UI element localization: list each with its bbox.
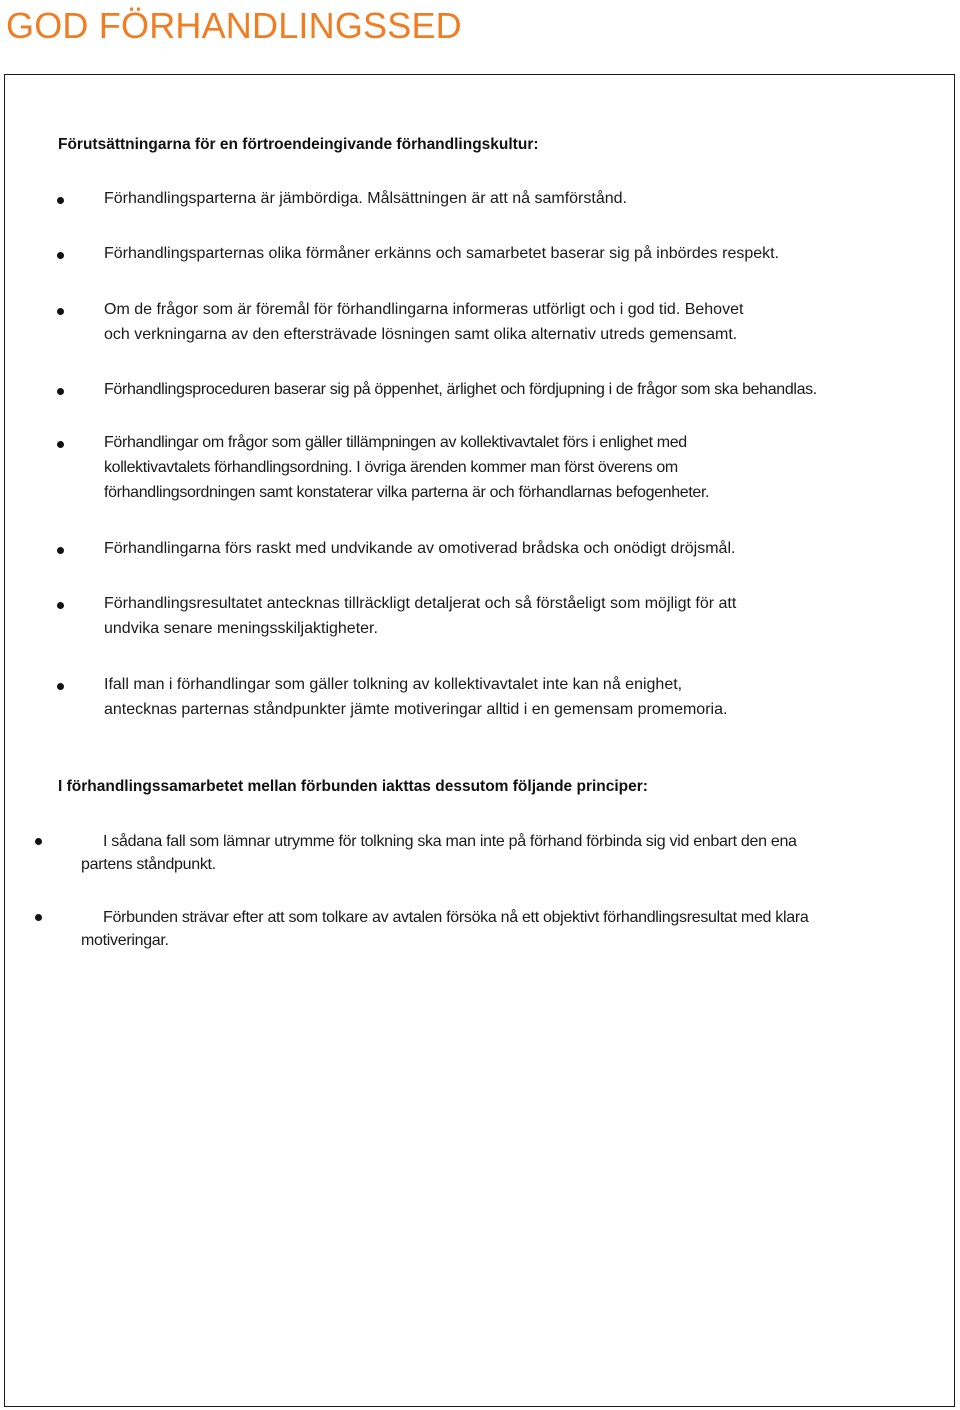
section-1-heading: Förutsättningarna för en förtroendeingivande förhandlingskultur:	[58, 136, 539, 153]
list-item-line: Förhandlingsresultatet antecknas tillräckligt detaljerat och så förståeligt som möjligt för att	[104, 595, 737, 612]
bullet-icon	[35, 914, 42, 921]
list-item-line: förhandlingsordningen samt konstaterar vilka parterna är och förhandlarnas befogenheter.	[104, 484, 710, 501]
list-item	[104, 672, 727, 722]
bullet-icon	[35, 838, 42, 845]
list-item-line: antecknas parternas ståndpunkter jämte motiveringar alltid i en gemensam promemoria.	[104, 701, 728, 718]
list-item-line: motiveringar.	[81, 932, 169, 949]
list-item	[81, 906, 808, 952]
list-item-line: partens ståndpunkt.	[81, 856, 216, 873]
list-item	[104, 536, 735, 561]
list-item-line: Om de frågor som är föremål för förhandlingarna informeras utförligt och i god tid. Behovet	[104, 301, 744, 318]
list-item	[104, 591, 736, 641]
content-frame	[4, 74, 955, 1407]
bullet-icon	[57, 547, 64, 554]
list-item-line: Förhandlingsparternas olika förmåner erkänns och samarbetet baserar sig på inbördes respekt.	[104, 245, 780, 262]
bullet-icon	[57, 197, 64, 204]
list-item-line: undvika senare meningsskiljaktigheter.	[104, 620, 378, 637]
list-item-line: Förhandlingsproceduren baserar sig på öppenhet, ärlighet och fördjupning i de frågor som ska behandlas.	[104, 381, 817, 398]
list-item-line: Förbunden strävar efter att som tolkare av avtalen försöka nå ett objektivt förhandlingsresultat med klara	[103, 909, 809, 926]
list-item-line: Förhandlingarna förs raskt med undvikande av omotiverad brådska och onödigt dröjsmål.	[104, 540, 736, 557]
list-item	[104, 186, 627, 211]
section-2-heading: I förhandlingssamarbetet mellan förbunden iakttas dessutom följande principer:	[58, 778, 648, 795]
list-item	[104, 377, 817, 402]
list-item	[104, 241, 779, 266]
list-item-line: I sådana fall som lämnar utrymme för tolkning ska man inte på förhand förbinda sig vid enbart den ena	[103, 833, 797, 850]
list-item	[104, 297, 743, 347]
list-item-line: och verkningarna av den eftersträvade lösningen samt olika alternativ utreds gemensamt.	[104, 326, 738, 343]
list-item	[81, 830, 797, 876]
bullet-icon	[57, 441, 64, 448]
bullet-icon	[57, 252, 64, 259]
list-item-line: Ifall man i förhandlingar som gäller tolkning av kollektivavtalet inte kan nå enighet,	[104, 676, 683, 693]
list-item-line: Förhandlingsparterna är jämbördiga. Målsättningen är att nå samförstånd.	[104, 190, 627, 207]
list-item	[104, 430, 709, 505]
bullet-icon	[57, 602, 64, 609]
bullet-icon	[57, 388, 64, 395]
bullet-icon	[57, 683, 64, 690]
list-item-line: kollektivavtalets förhandlingsordning. I övriga ärenden kommer man först överens om	[104, 459, 678, 476]
page-title: GOD FÖRHANDLINGSSED	[6, 5, 462, 46]
list-item-line: Förhandlingar om frågor som gäller tillämpningen av kollektivavtalet förs i enlighet med	[104, 434, 687, 451]
bullet-icon	[57, 308, 64, 315]
